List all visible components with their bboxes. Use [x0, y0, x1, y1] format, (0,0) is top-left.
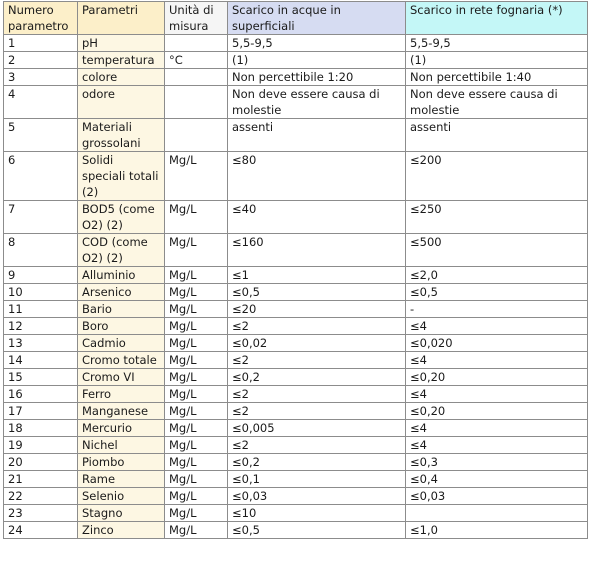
cell-unit: Mg/L: [165, 386, 228, 403]
cell-number: 6: [4, 152, 78, 201]
cell-unit: Mg/L: [165, 454, 228, 471]
cell-unit: Mg/L: [165, 471, 228, 488]
cell-unit: Mg/L: [165, 201, 228, 234]
cell-unit: Mg/L: [165, 437, 228, 454]
cell-parameter: Boro: [78, 318, 165, 335]
cell-surface-water: ≤2: [228, 386, 406, 403]
cell-number: 13: [4, 335, 78, 352]
table-row: [4, 488, 588, 505]
cell-unit: Mg/L: [165, 335, 228, 352]
cell-unit: [165, 86, 228, 119]
table-row: [4, 522, 588, 539]
cell-sewer: ≤0,20: [406, 369, 588, 386]
table-row: [4, 69, 588, 86]
cell-number: 11: [4, 301, 78, 318]
cell-surface-water: assenti: [228, 119, 406, 152]
cell-surface-water: ≤2: [228, 437, 406, 454]
cell-surface-water: ≤0,5: [228, 284, 406, 301]
cell-parameter: Stagno: [78, 505, 165, 522]
cell-sewer: ≤500: [406, 234, 588, 267]
cell-sewer: ≤2,0: [406, 267, 588, 284]
cell-unit: Mg/L: [165, 234, 228, 267]
cell-sewer: ≤0,3: [406, 454, 588, 471]
header-sewer: Scarico in rete fognaria (*): [406, 2, 588, 35]
cell-surface-water: 5,5-9,5: [228, 35, 406, 52]
cell-surface-water: ≤10: [228, 505, 406, 522]
cell-parameter: Alluminio: [78, 267, 165, 284]
cell-sewer: 5,5-9,5: [406, 35, 588, 52]
cell-sewer: ≤0,4: [406, 471, 588, 488]
cell-unit: [165, 119, 228, 152]
table-row: [4, 234, 588, 267]
cell-number: 9: [4, 267, 78, 284]
cell-number: 18: [4, 420, 78, 437]
table-row: [4, 284, 588, 301]
cell-parameter: Cromo VI: [78, 369, 165, 386]
cell-number: 8: [4, 234, 78, 267]
table-row: [4, 35, 588, 52]
cell-unit: Mg/L: [165, 352, 228, 369]
cell-surface-water: ≤0,2: [228, 369, 406, 386]
cell-parameter: Manganese: [78, 403, 165, 420]
cell-surface-water: ≤1: [228, 267, 406, 284]
header-number: Numero parametro: [4, 2, 78, 35]
cell-surface-water: Non percettibile 1:20: [228, 69, 406, 86]
table-row: [4, 454, 588, 471]
cell-number: 17: [4, 403, 78, 420]
cell-parameter: Nichel: [78, 437, 165, 454]
cell-surface-water: Non deve essere causa di molestie: [228, 86, 406, 119]
cell-number: 24: [4, 522, 78, 539]
cell-unit: Mg/L: [165, 284, 228, 301]
cell-sewer: ≤200: [406, 152, 588, 201]
cell-sewer: [406, 505, 588, 522]
cell-parameter: Rame: [78, 471, 165, 488]
table-row: [4, 437, 588, 454]
cell-parameter: Bario: [78, 301, 165, 318]
cell-number: 16: [4, 386, 78, 403]
cell-number: 21: [4, 471, 78, 488]
cell-sewer: ≤4: [406, 437, 588, 454]
cell-surface-water: ≤160: [228, 234, 406, 267]
table-row: [4, 403, 588, 420]
cell-parameter: Cadmio: [78, 335, 165, 352]
table-row: [4, 267, 588, 284]
cell-sewer: -: [406, 301, 588, 318]
cell-parameter: Selenio: [78, 488, 165, 505]
cell-surface-water: ≤0,005: [228, 420, 406, 437]
cell-sewer: assenti: [406, 119, 588, 152]
cell-surface-water: (1): [228, 52, 406, 69]
cell-number: 1: [4, 35, 78, 52]
cell-surface-water: ≤2: [228, 403, 406, 420]
table-row: [4, 471, 588, 488]
cell-sewer: ≤0,20: [406, 403, 588, 420]
cell-unit: Mg/L: [165, 318, 228, 335]
header-surface-water: Scarico in acque in superficiali: [228, 2, 406, 35]
cell-surface-water: ≤20: [228, 301, 406, 318]
cell-sewer: ≤0,020: [406, 335, 588, 352]
table-row: [4, 505, 588, 522]
cell-unit: [165, 69, 228, 86]
cell-surface-water: ≤2: [228, 318, 406, 335]
cell-number: 15: [4, 369, 78, 386]
cell-number: 12: [4, 318, 78, 335]
cell-number: 22: [4, 488, 78, 505]
cell-unit: °C: [165, 52, 228, 69]
cell-sewer: ≤0,5: [406, 284, 588, 301]
cell-number: 2: [4, 52, 78, 69]
cell-number: 20: [4, 454, 78, 471]
cell-parameter: Solidi speciali totali (2): [78, 152, 165, 201]
table-row: [4, 86, 588, 119]
cell-sewer: ≤4: [406, 386, 588, 403]
cell-number: 3: [4, 69, 78, 86]
cell-surface-water: ≤2: [228, 352, 406, 369]
cell-sewer: ≤4: [406, 318, 588, 335]
cell-sewer: Non percettibile 1:40: [406, 69, 588, 86]
cell-parameter: Piombo: [78, 454, 165, 471]
table-row: [4, 318, 588, 335]
cell-unit: Mg/L: [165, 403, 228, 420]
table-row: [4, 119, 588, 152]
cell-parameter: Mercurio: [78, 420, 165, 437]
header-parameter: Parametri: [78, 2, 165, 35]
table-row: [4, 52, 588, 69]
cell-surface-water: ≤0,1: [228, 471, 406, 488]
cell-surface-water: ≤0,02: [228, 335, 406, 352]
cell-parameter: BOD5 (come O2) (2): [78, 201, 165, 234]
cell-parameter: odore: [78, 86, 165, 119]
cell-surface-water: ≤80: [228, 152, 406, 201]
cell-sewer: ≤0,03: [406, 488, 588, 505]
table-row: [4, 335, 588, 352]
cell-parameter: COD (come O2) (2): [78, 234, 165, 267]
table-row: [4, 201, 588, 234]
cell-number: 19: [4, 437, 78, 454]
cell-parameter: Ferro: [78, 386, 165, 403]
cell-unit: [165, 35, 228, 52]
cell-surface-water: ≤0,03: [228, 488, 406, 505]
cell-sewer: Non deve essere causa di molestie: [406, 86, 588, 119]
cell-number: 23: [4, 505, 78, 522]
cell-sewer: ≤4: [406, 420, 588, 437]
table-row: [4, 386, 588, 403]
table-row: [4, 301, 588, 318]
cell-surface-water: ≤40: [228, 201, 406, 234]
header-unit: Unità di misura: [165, 2, 228, 35]
cell-unit: Mg/L: [165, 522, 228, 539]
cell-unit: Mg/L: [165, 267, 228, 284]
cell-number: 5: [4, 119, 78, 152]
cell-number: 7: [4, 201, 78, 234]
cell-number: 14: [4, 352, 78, 369]
cell-number: 10: [4, 284, 78, 301]
table-row: [4, 369, 588, 386]
cell-unit: Mg/L: [165, 301, 228, 318]
cell-number: 4: [4, 86, 78, 119]
limits-table: [3, 1, 588, 539]
table-row: [4, 352, 588, 369]
cell-surface-water: ≤0,2: [228, 454, 406, 471]
cell-sewer: ≤1,0: [406, 522, 588, 539]
cell-unit: Mg/L: [165, 505, 228, 522]
table-row: [4, 152, 588, 201]
cell-unit: Mg/L: [165, 488, 228, 505]
table-row: [4, 420, 588, 437]
cell-parameter: pH: [78, 35, 165, 52]
cell-parameter: Materiali grossolani: [78, 119, 165, 152]
cell-parameter: Zinco: [78, 522, 165, 539]
cell-parameter: Arsenico: [78, 284, 165, 301]
cell-parameter: Cromo totale: [78, 352, 165, 369]
header-row: [4, 2, 588, 35]
cell-sewer: ≤250: [406, 201, 588, 234]
cell-unit: Mg/L: [165, 369, 228, 386]
cell-parameter: temperatura: [78, 52, 165, 69]
cell-unit: Mg/L: [165, 152, 228, 201]
cell-sewer: ≤4: [406, 352, 588, 369]
cell-unit: Mg/L: [165, 420, 228, 437]
cell-sewer: (1): [406, 52, 588, 69]
table-body: [4, 2, 588, 539]
cell-surface-water: ≤0,5: [228, 522, 406, 539]
cell-parameter: colore: [78, 69, 165, 86]
